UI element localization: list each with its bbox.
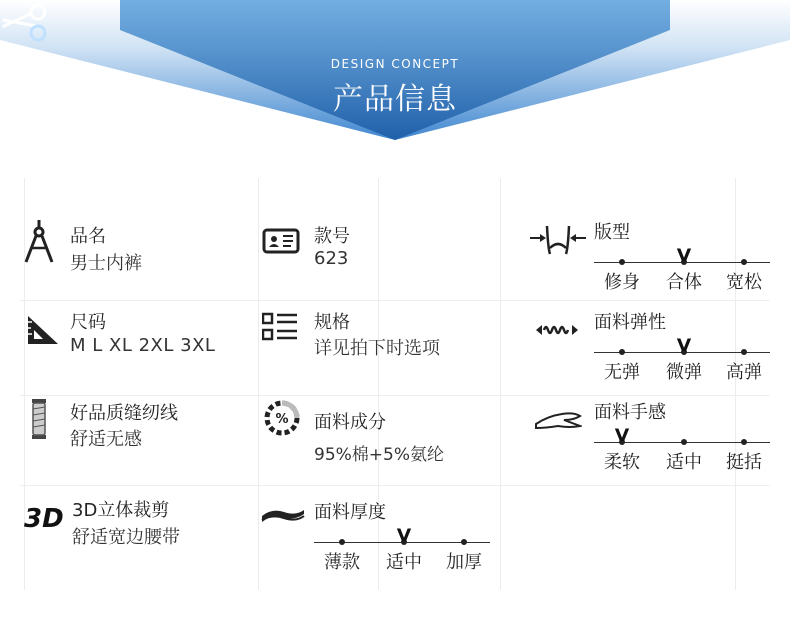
scale-option: 柔软 bbox=[604, 452, 640, 473]
handfeel-scale bbox=[594, 426, 774, 473]
spec-label: 面料厚度 bbox=[314, 502, 386, 523]
spring-icon bbox=[534, 308, 580, 348]
grid-line bbox=[258, 178, 259, 590]
scale-option: 修身 bbox=[604, 272, 640, 293]
spec-value: 详见拍下时选项 bbox=[314, 338, 440, 359]
scale-dot bbox=[461, 539, 467, 545]
scale-dot bbox=[619, 259, 625, 265]
grid-line bbox=[20, 395, 770, 396]
scale-option: 适中 bbox=[386, 552, 422, 573]
scale-option: 微弹 bbox=[666, 362, 702, 383]
scale-option: 适中 bbox=[666, 452, 702, 473]
scale-option: 无弹 bbox=[604, 362, 640, 383]
spec-label: 3D立体裁剪 bbox=[72, 500, 170, 521]
spec-label: 面料弹性 bbox=[594, 312, 666, 333]
scale-dot bbox=[619, 349, 625, 355]
spec-label: 规格 bbox=[314, 312, 350, 333]
percent-icon bbox=[262, 398, 302, 440]
ruler-icon bbox=[24, 306, 60, 346]
spec-value: 舒适宽边腰带 bbox=[72, 527, 180, 548]
list-icon bbox=[262, 308, 302, 348]
spec-label: 款号 bbox=[314, 226, 350, 247]
fabric-layer-icon bbox=[260, 498, 306, 528]
spec-label: 面料成分 bbox=[314, 412, 386, 433]
spec-label: 尺码 bbox=[70, 312, 106, 333]
spec-value: 舒适无感 bbox=[70, 429, 142, 450]
body-fit-icon bbox=[530, 218, 586, 258]
scissors-icon bbox=[0, 0, 50, 46]
selected-marker: V bbox=[396, 526, 412, 546]
scale-option: 高弹 bbox=[726, 362, 762, 383]
grid-line bbox=[378, 178, 379, 590]
scale-option: 合体 bbox=[666, 272, 702, 293]
selected-marker: V bbox=[614, 426, 630, 446]
spec-value: 男士内裤 bbox=[70, 253, 142, 274]
banner-background bbox=[0, 0, 790, 145]
scale-dot bbox=[681, 439, 687, 445]
grid-line bbox=[735, 178, 736, 590]
thickness-scale bbox=[314, 526, 494, 573]
scale-option: 宽松 bbox=[726, 272, 762, 293]
spec-label: 版型 bbox=[594, 222, 630, 243]
grid-line bbox=[500, 178, 501, 590]
scale-option: 薄款 bbox=[324, 552, 360, 573]
scale-dot bbox=[741, 439, 747, 445]
fit-scale bbox=[594, 246, 774, 293]
3d-icon: 3D bbox=[24, 504, 64, 534]
spec-label: 面料手感 bbox=[594, 402, 666, 423]
scale-dot bbox=[339, 539, 345, 545]
spec-value: 95%棉+5%氨纶 bbox=[314, 445, 444, 465]
design-concept-label: DESIGN CONCEPT bbox=[330, 57, 460, 71]
grid-line bbox=[20, 485, 770, 486]
scale-dot bbox=[741, 259, 747, 265]
spec-label: 好品质缝纫线 bbox=[70, 403, 178, 424]
selected-marker: V bbox=[676, 336, 692, 356]
selected-marker: V bbox=[676, 246, 692, 266]
spec-value: M L XL 2XL 3XL bbox=[70, 335, 216, 356]
elasticity-scale bbox=[594, 336, 774, 383]
compass-icon bbox=[22, 218, 56, 266]
thread-spool-icon bbox=[28, 397, 54, 443]
scale-dot bbox=[741, 349, 747, 355]
header-banner bbox=[0, 0, 790, 145]
grid-line bbox=[20, 300, 770, 301]
spec-label: 品名 bbox=[70, 226, 106, 247]
svg-text:%: % bbox=[275, 412, 289, 427]
page-title: 产品信息 bbox=[333, 82, 457, 117]
scale-option: 挺括 bbox=[726, 452, 762, 473]
hand-icon bbox=[534, 398, 582, 438]
spec-value: 623 bbox=[314, 248, 349, 269]
id-card-icon bbox=[262, 220, 302, 260]
scale-option: 加厚 bbox=[446, 552, 482, 573]
